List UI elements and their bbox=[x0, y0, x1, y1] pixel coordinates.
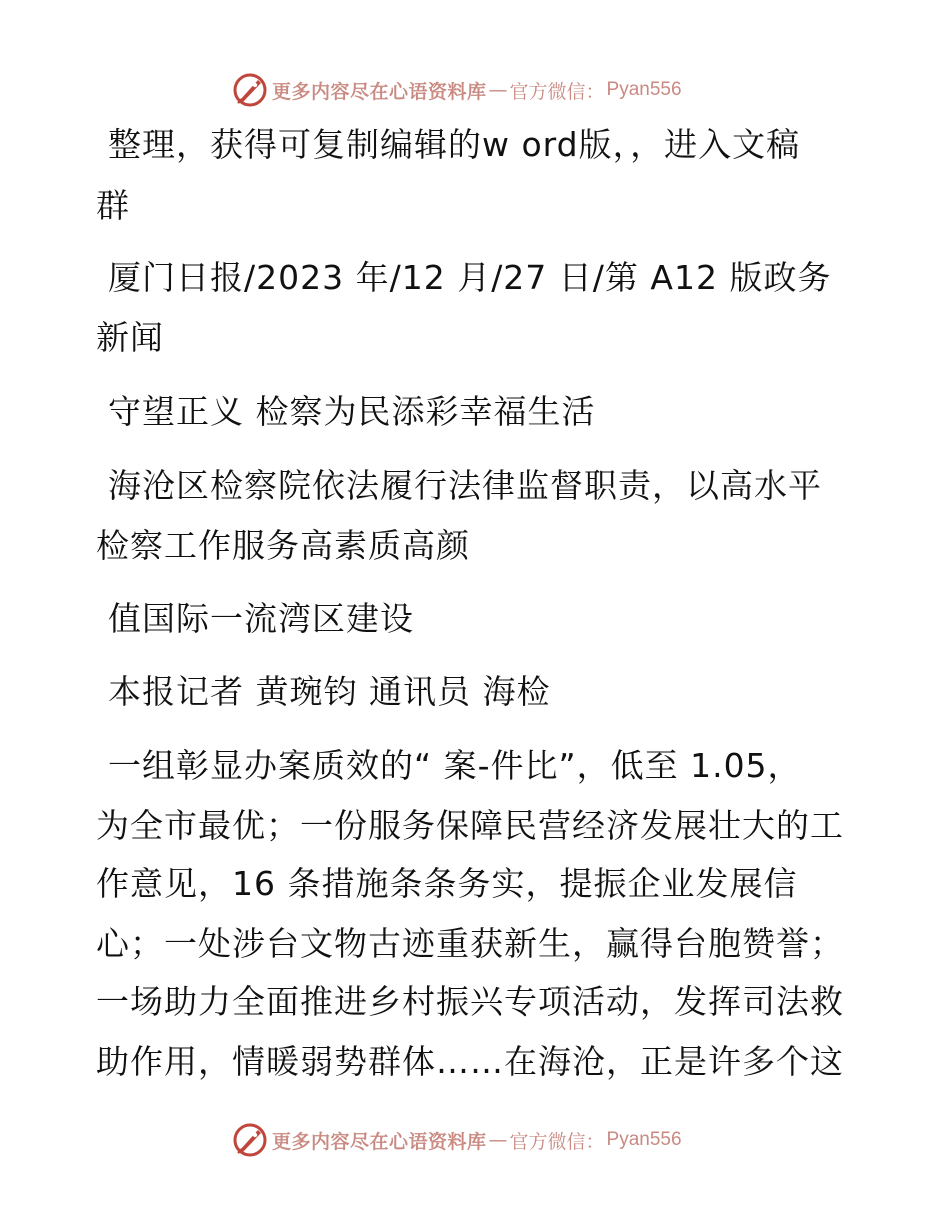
article-title: 守望正义 检察为民添彩幸福生活 bbox=[108, 392, 596, 431]
body-line: 助作用，情暖弱势群体……在海沧，正是许多个这 bbox=[96, 1042, 844, 1081]
banner-brand-text: 更多内容尽在心语资料库 bbox=[272, 1130, 487, 1153]
body-line: 新闻 bbox=[96, 318, 164, 357]
header-banner bbox=[232, 70, 752, 110]
body-line: 厦门日报/2023 年/12 月/27 日/第 A12 版政务 bbox=[108, 258, 832, 297]
banner-wechat-id: Pyan556 bbox=[606, 1129, 682, 1150]
article-subtitle: 值国际一流湾区建设 bbox=[108, 599, 414, 638]
body-line: 一场助力全面推进乡村振兴专项活动，发挥司法救 bbox=[96, 982, 844, 1021]
body-line: 为全市最优；一份服务保障民营经济发展壮大的工 bbox=[96, 806, 844, 845]
quill-pen-logo-icon bbox=[232, 72, 268, 108]
article-byline: 本报记者 黄琬钧 通讯员 海检 bbox=[108, 672, 551, 711]
banner-wechat-id: Pyan556 bbox=[606, 79, 682, 100]
body-line: 心；一处涉台文物古迹重获新生，赢得台胞赞誉； bbox=[96, 924, 844, 963]
banner-official-label: 官方微信： bbox=[509, 80, 605, 103]
banner-brand-text: 更多内容尽在心语资料库 bbox=[272, 80, 487, 103]
body-line: 群 bbox=[96, 186, 130, 225]
body-line: 作意见，16 条措施条条务实，提振企业发展信 bbox=[96, 864, 798, 903]
banner-dash: — bbox=[488, 79, 508, 101]
body-line: 一组彰显办案质效的“ 案-件比”，低至 1.05， bbox=[108, 746, 802, 785]
banner-dash: — bbox=[488, 1129, 508, 1151]
article-subtitle: 海沧区检察院依法履行法律监督职责，以高水平 bbox=[108, 466, 822, 505]
banner-official-label: 官方微信： bbox=[509, 1130, 605, 1153]
article-subtitle: 检察工作服务高素质高颜 bbox=[96, 526, 470, 565]
body-line: 整理，获得可复制编辑的w ord版，，进入文稿 bbox=[108, 125, 801, 164]
footer-banner bbox=[232, 1120, 752, 1160]
quill-pen-logo-icon bbox=[232, 1122, 268, 1158]
